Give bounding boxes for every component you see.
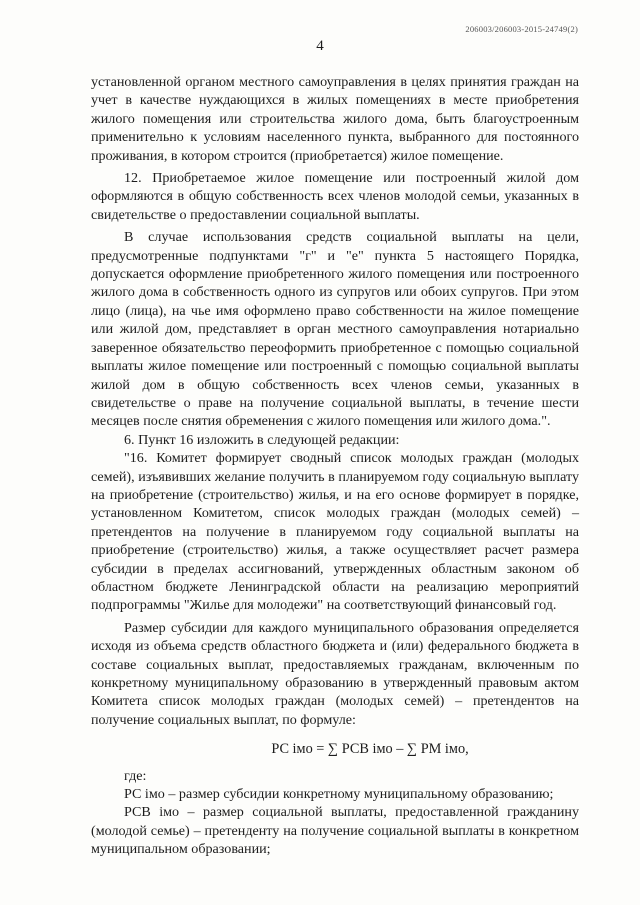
paragraph-ownership-case: В случае использования средств социальной выплаты на цели, предусмотренные подпунктами "г" и "е" пункта 5 настоящего Порядка, допускается оформление приобретенного жилого помещения или построенного жилого дома в собственность одного из супругов или обоих супругов. При этом лицо (лица), на чье имя оформлено право собственности на жилое помещение или жилой дом, представляет в орган местного самоуправления нотариально заверенное обязательство переоформить приобретенное с помощью социальной выплаты жилое помещение или построенный с помощью социальной выплаты жилой дом в общую собственность всех членов семьи, указанных в свидетельстве о праве на получение социальной выплаты, в течение шести месяцев после снятия обременения с жилого помещения или жилого дома.". [91,229,579,430]
definition-rs: РС імо – размер субсидии конкретному муниципальному образованию; [124,786,554,803]
subsidy-formula: РС імо = ∑ РСВ імо – ∑ РМ імо, [271,741,469,758]
where-label: где: [124,767,147,784]
document-body [91,73,579,859]
paragraph-item-16: "16. Комитет формирует сводный список молодых граждан (молодых семей), изъявивших желание получить в планируемом году социальную выплату на приобретение (строительство) жилья, и на его основе формирует в порядке, установленном Комитетом, список молодых граждан (молодых семей) – претендентов на получение в планируемом году социальной выплаты на приобретение (строительство) жилья, а также осуществляет расчет размера субсидии в пределах ассигнований, утвержденных областным законом об областном бюджете Ленинградской области на реализацию мероприятий подпрограммы "Жилье для молодежи" на соответствующий финансовый год. [91,450,579,614]
paragraph-continuation: установленной органом местного самоуправления в целях принятия граждан на учет в качестве нуждающихся в жилых помещениях в месте приобретения жилого помещения или строительства жилого дома, быть благоустроенным применительно к условиям населенного пункта, выбранного для постоянного проживания, в котором строится (приобретается) жилое помещение. [91,74,579,164]
paragraph-subsidy-size: Размер субсидии для каждого муниципального образования определяется исходя из объема средств областного бюджета и (или) федерального бюджета в составе социальных выплат, предоставляемых гражданам, включенным по конкретному муниципальному образованию в утвержденный правовым актом Комитета список молодых граждан (молодых семей) – претендентов на получение социальных выплат, по формуле: [91,619,579,728]
definition-rsv: РСВ імо – размер социальной выплаты, предоставленной гражданину (молодой семье) – претенденту на получение социальной выплаты в конкретном муниципальном образовании; [91,804,579,858]
document-id: 206003/206003-2015-24749(2) [465,24,578,34]
paragraph-item-6: 6. Пункт 16 изложить в следующей редакции: [124,431,400,448]
page-number: 4 [316,38,324,54]
paragraph-item-12: 12. Приобретаемое жилое помещение или построенный жилой дом оформляются в общую собственность всех членов молодой семьи, указанных в свидетельстве о предоставлении социальной выплаты. [91,170,579,223]
